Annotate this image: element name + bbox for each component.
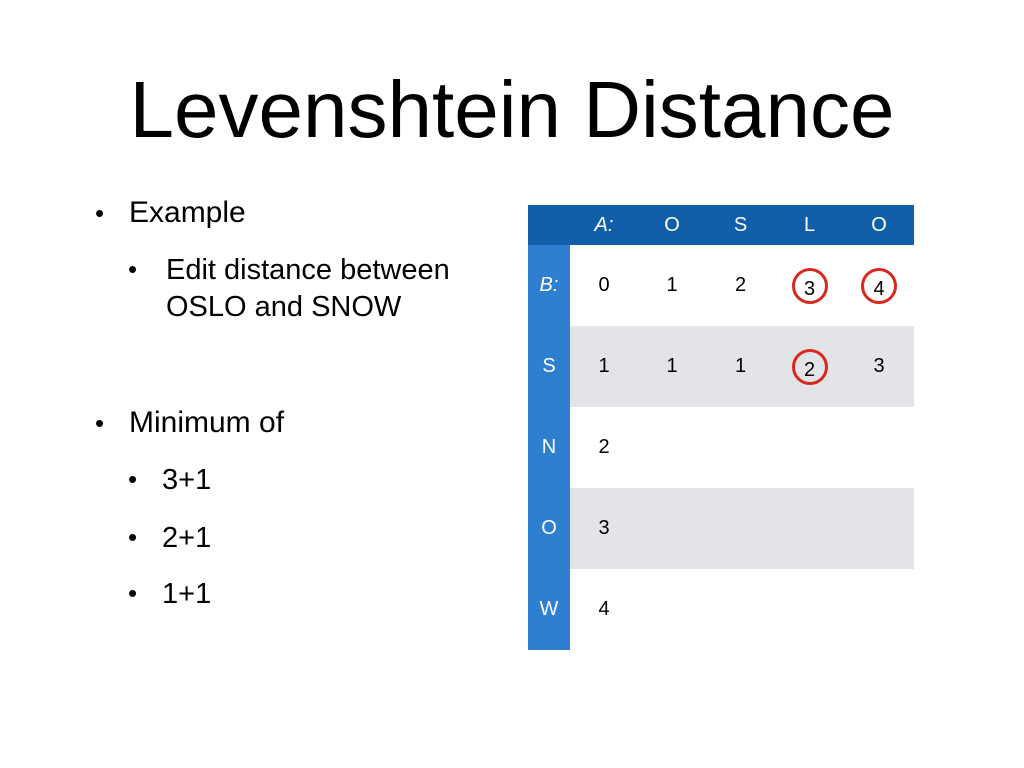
header-col: O	[844, 205, 914, 245]
row-label: S	[528, 326, 570, 407]
bullet-minimum	[95, 406, 284, 440]
table-cell: 1	[706, 326, 775, 407]
bullet-icon: •	[95, 198, 105, 228]
table-cell	[775, 569, 844, 650]
min-item	[128, 462, 211, 498]
table-cell: 1	[570, 326, 638, 407]
table-cell	[844, 245, 914, 326]
table-cell	[638, 488, 706, 569]
table-cell	[638, 569, 706, 650]
bullet-minimum-text: Minimum of	[129, 406, 285, 439]
row-label: W	[528, 569, 570, 650]
table-cell	[844, 488, 914, 569]
table-cell	[775, 245, 844, 326]
table-cell: 3	[570, 488, 638, 569]
table-row	[528, 326, 914, 407]
dp-table	[528, 205, 914, 650]
circled-value: 3	[792, 268, 828, 304]
circled-value: 2	[792, 349, 828, 385]
row-label: O	[528, 488, 570, 569]
table-row	[528, 245, 914, 326]
min-item-text: 3+1	[162, 464, 212, 496]
min-item-text: 2+1	[162, 522, 212, 554]
sub-text: Edit distance between OSLO and SNOW	[166, 254, 450, 323]
bullet-example-text: Example	[129, 196, 246, 229]
table-cell	[706, 407, 775, 488]
table-cell: 2	[706, 245, 775, 326]
table-cell	[844, 569, 914, 650]
table-row	[528, 569, 914, 650]
slide-title: Levenshtein Distance	[129, 65, 895, 154]
row-label: B:	[528, 245, 570, 326]
table-cell	[844, 407, 914, 488]
table-cell: 1	[638, 326, 706, 407]
bullet-example	[95, 196, 246, 230]
table-cell	[706, 569, 775, 650]
table-cell: 3	[844, 326, 914, 407]
bullet-icon: •	[95, 408, 105, 438]
bullet-icon: •	[128, 254, 138, 284]
table-row	[528, 488, 914, 569]
table-cell: 1	[638, 245, 706, 326]
circled-value: 4	[861, 268, 897, 304]
table-row	[528, 407, 914, 488]
table-cell	[775, 407, 844, 488]
table-cell	[706, 488, 775, 569]
table-cell	[775, 326, 844, 407]
table-cell	[638, 407, 706, 488]
bullet-icon: •	[128, 464, 138, 494]
min-item	[128, 520, 211, 556]
table-cell: 0	[570, 245, 638, 326]
table-cell: 2	[570, 407, 638, 488]
table-cell: 4	[570, 569, 638, 650]
bullet-example-sub-text	[166, 252, 496, 326]
header-col: S	[706, 205, 775, 245]
row-label: N	[528, 407, 570, 488]
bullet-example-sub	[128, 252, 162, 286]
min-item	[128, 576, 211, 612]
table-cell	[775, 488, 844, 569]
header-a-label: A:	[570, 205, 638, 245]
min-item-text: 1+1	[162, 578, 212, 610]
bullet-icon: •	[128, 578, 138, 608]
header-col: O	[638, 205, 706, 245]
bullet-icon: •	[128, 522, 138, 552]
table-corner	[528, 205, 570, 245]
header-col: L	[775, 205, 844, 245]
